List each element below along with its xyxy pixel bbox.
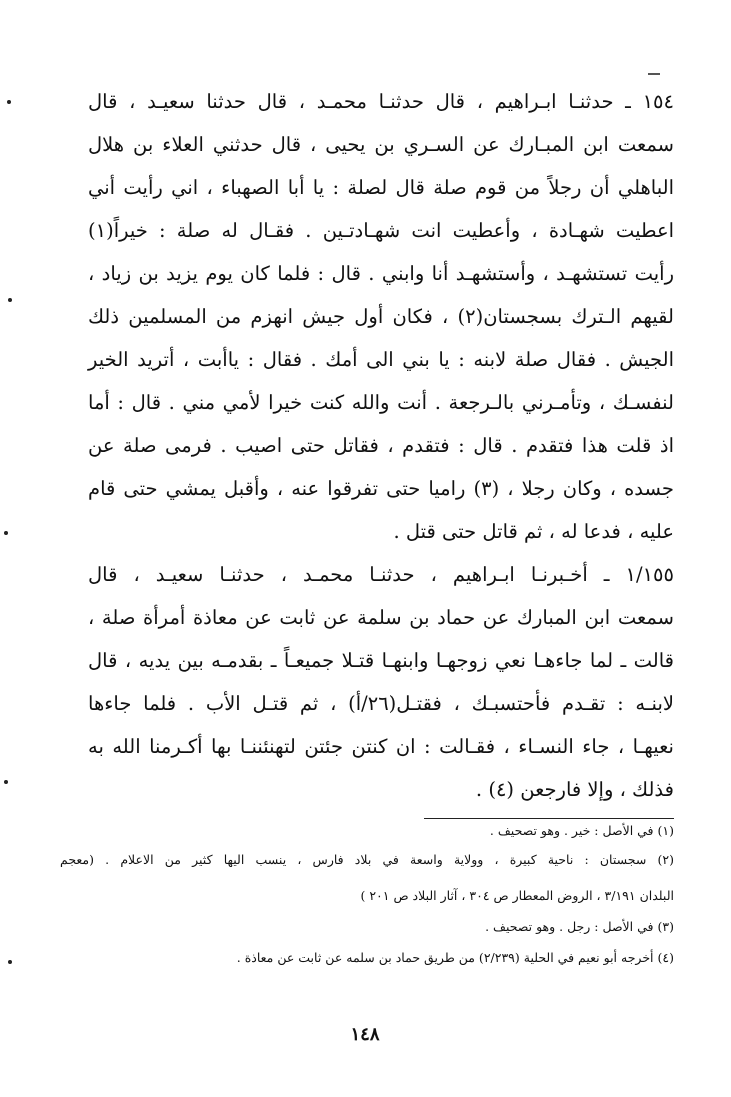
text-line: الباهلي أن رجلاً من قوم صلة قال لصلة : يا أبا الصهباء ، اني رأيت أني (88, 176, 674, 199)
footnote: (١) في الأصل : خير . وهو تصحيف . (489, 823, 674, 838)
footnote: البلدان ٣/١٩١ ، الروض المعطار ص ٣٠٤ ، آثار البلاد ص ٢٠١ ) (360, 888, 674, 903)
text-line: لابنـه : تقـدم فأحتسبـك ، فقتـل(٢٦/أ) ، ثم قتـل الأب . فلما جاءها (88, 692, 674, 715)
text-line: سمعت ابن المبارك عن حماد بن سلمة عن ثابت عن معاذة أمرأة صلة ، (88, 606, 674, 629)
text-line: لقيهم الـترك بسجستان(٢) ، فكان أول جيش انهزم من المسلمين ذلك (88, 305, 674, 328)
footnote: (٤) أخرجه أبو نعيم في الحلية (٢/٢٣٩) من طريق حماد بن سلمه عن ثابت عن معاذة . (236, 950, 674, 965)
text-line: نعيهـا ، جاء النسـاء ، فقـالت : ان كنتن جئتن لتهنئننـا بها أكـرمنا الله به (88, 735, 674, 758)
text-line: اعطيت شهـادة ، وأعطيت انت شهـادتـين . فقـال له صلة : خيراً(١) (88, 219, 674, 242)
text-line: جسده ، وكان رجلا ، (٣) راميا حتى تفرقوا عنه ، وأقبل يمشي حتى قام (88, 477, 674, 500)
text-line: اذ قلت هذا فتقدم . قال : فتقدم ، فقاتل حتى اصيب . فرمى صلة عن (88, 434, 674, 457)
text-line: عليه ، فدعا له ، ثم قاتل حتى قتل . (393, 520, 674, 543)
text-line: ١/١٥٥ ـ أخـبرنـا ابـراهيم ، حدثنـا محمـد ، حدثنـا سعيـد ، قال (88, 563, 674, 586)
page-number: ١٤٨ (350, 1024, 380, 1045)
edge-mark (8, 960, 12, 964)
text-line: قالت ـ لما جاءهـا نعي زوجهـا وابنهـا قتـلا جميعـاً ـ بقدمـه بين يديه ، قال (88, 649, 674, 672)
footnote: (٢) سجستان : ناحية كبيرة ، وولاية واسعة في بلاد فارس ، ينسب اليها كثير من الاعلام . (معجم (60, 852, 674, 867)
text-line: رأيت تستشهـد ، وأستشهـد أنا وابني . قال : فلما كان يوم يزيد بن زياد ، (88, 262, 674, 285)
footnote-separator (424, 818, 674, 819)
footnotes (60, 822, 674, 967)
text-line: الجيش . فقال صلة لابنه : يا بني الى أمك . فقال : ياأبت ، أتريد الخير (88, 348, 674, 371)
edge-mark (8, 298, 12, 302)
edge-mark (4, 531, 8, 535)
text-line: لنفسـك ، وتأمـرني بالـرجعة . أنت والله كنت خيرا لأمي مني . قال : أما (88, 391, 674, 414)
text-line: ١٥٤ ـ حدثنـا ابـراهيم ، قال حدثنـا محمـد ، قال حدثنا سعيـد ، قال (88, 90, 674, 113)
footnote: (٣) في الأصل : رجل . وهو تصحيف . (485, 919, 674, 934)
text-line: سمعت ابن المبـارك عن السـري بن يحيى ، قال حدثني العلاء بن هلال (88, 133, 674, 156)
top-dash-mark (648, 73, 660, 75)
edge-mark (7, 100, 11, 104)
text-line: فذلك ، وإلا فارجعن (٤) . (475, 778, 674, 801)
main-text (88, 80, 674, 811)
edge-mark (4, 780, 8, 784)
